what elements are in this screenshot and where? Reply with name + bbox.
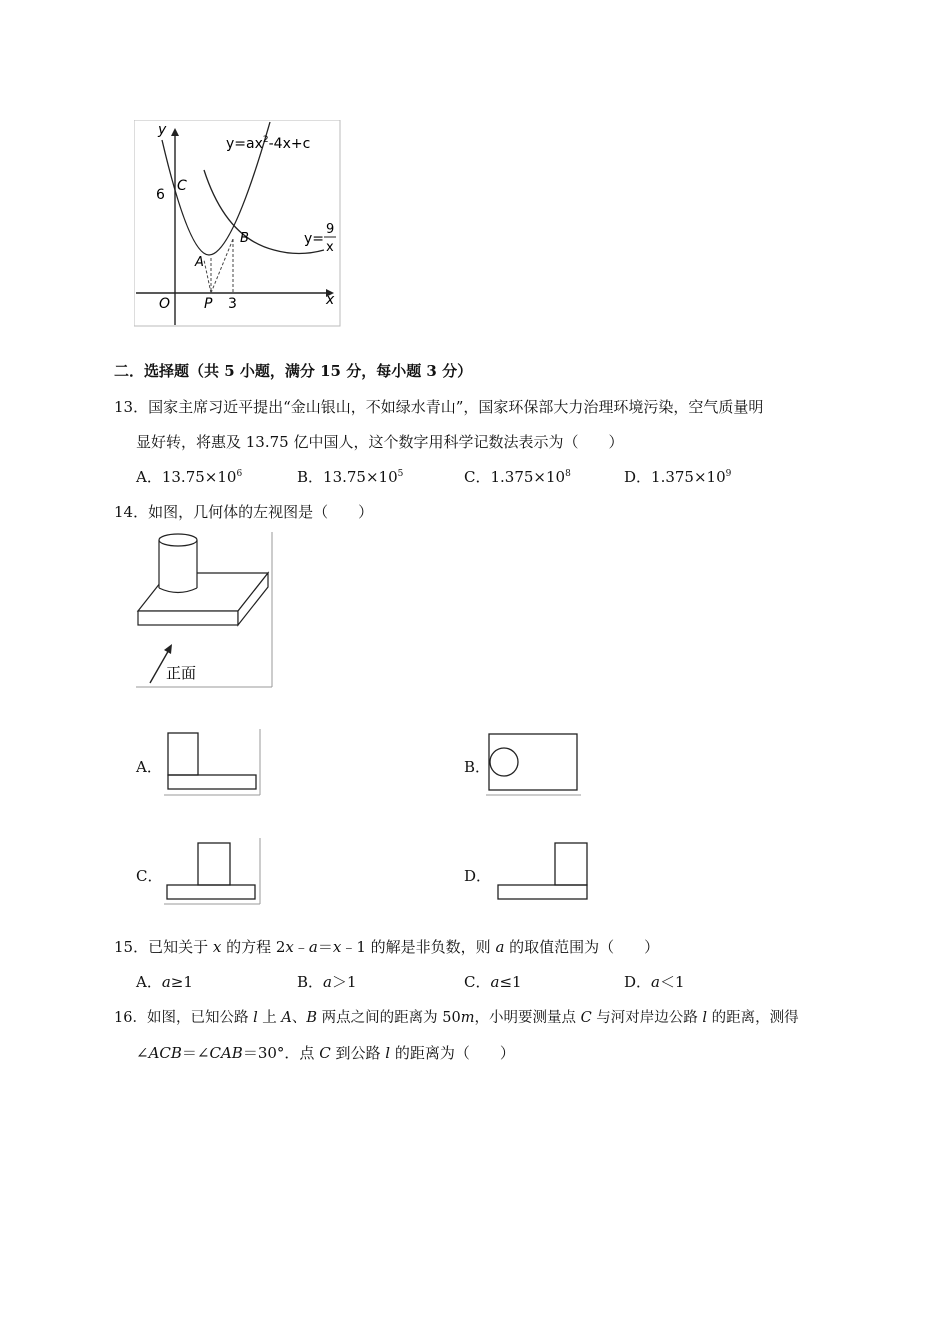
option-b-rect [489,734,577,790]
dashed-pa [204,260,211,293]
q13-option-a-exp: 6 [236,469,243,479]
slab-front-face [138,611,238,625]
q15-mid4: ﹣1 的解是非负数，则 [341,938,496,956]
q15-mid1: 的方程 2 [221,938,286,956]
q13-option-a-letter: A． [136,468,162,486]
x-axis-label: x [326,292,335,308]
q14-option-b-letter[interactable]: B． [464,758,491,776]
q15-var-x2: x [285,938,294,956]
q16-l2-c: ＝30°．点 [242,1044,320,1062]
q16-l2-b: ＝∠ [181,1044,210,1062]
q16-l1-m: m [460,1010,475,1026]
q15-stem [114,936,659,957]
label-c: C [177,178,187,194]
q15-option-b-var: a [323,973,332,991]
q13-option-c-letter: C． [464,468,491,486]
q15-option-c-letter: C． [464,973,491,991]
q14-option-c-svg [162,836,266,906]
q13-line2: 显好转，将惠及 13.75 亿中国人，这个数字用科学记数法表示为（ ） [136,433,624,451]
label-p: P [204,296,213,312]
parabola-label-main: y=ax [226,136,263,152]
parabola-label-rest: -4x+c [268,136,311,152]
q15-option-a-var: a [161,973,171,991]
q14-solid-svg [134,530,276,690]
q15-option-a[interactable] [136,971,193,992]
q15-var-x: x [212,938,222,956]
cylinder-body-fill [159,540,197,592]
q15-mid3: ＝ [317,938,333,956]
q16-line1 [114,1006,799,1027]
label-3: 3 [228,296,237,312]
q14-option-d-figure[interactable] [492,838,592,908]
y-axis-label: y [158,122,167,138]
q13-option-b[interactable] [297,466,403,487]
q14-stem: 14．如图，几何体的左视图是（ ） [114,503,374,521]
q14-option-a-svg [162,727,266,797]
label-a: A [195,255,204,270]
front-label: 正面 [166,664,197,682]
q15-option-c-rel: ≤1 [499,973,522,991]
q13-option-b-exp: 5 [397,469,404,479]
q16-l1-c: 、 [291,1010,307,1026]
option-c-base-rect [167,885,255,899]
q14-solid-figure [134,530,276,690]
hyperbola-denominator: x [326,240,334,255]
q16-l1-d: 两点之间的距离为 50 [317,1010,461,1026]
dashed-pb [211,239,233,293]
q15-option-b-rel: ＞1 [331,973,357,991]
q16-l1-A: A [281,1010,292,1026]
cylinder-top-ellipse [159,534,197,546]
q16-l1-b: 上 [257,1010,282,1026]
q15-var-x3: x [332,938,342,956]
q13-option-d[interactable] [624,466,731,487]
q15-option-b-letter: B． [297,973,324,991]
q14-option-a-figure[interactable] [162,727,266,797]
hyperbola-label-prefix: y= [304,231,325,247]
q14-option-b-figure[interactable] [484,730,584,800]
option-d-tall-rect [555,843,587,885]
q14-option-c-letter[interactable]: C． [136,867,163,885]
q13-option-b-base: 13.75×10 [323,468,398,486]
q16-l1-g: 的距离，测得 [707,1010,799,1026]
q15-option-a-letter: A． [136,973,162,991]
function-graph-svg [134,120,344,330]
q14-option-b-svg [484,730,584,800]
q15-option-b[interactable] [297,971,357,992]
q16-l1-l2: l [702,1010,708,1026]
q13-option-b-letter: B． [297,468,324,486]
option-a-base-rect [168,775,256,789]
q13-option-c[interactable] [464,466,571,487]
q15-post: 的取值范围为（ ） [504,938,660,956]
label-6: 6 [156,187,165,203]
q16-l1-l: l [253,1010,258,1026]
q13-option-d-letter: D． [624,468,652,486]
q14-option-a-letter[interactable]: A． [136,758,162,776]
q15-option-d-letter: D． [624,973,652,991]
q15-mid2: ﹣ [293,938,309,956]
option-c-tall-rect [198,843,230,885]
section-title: 二．选择题（共 5 小题，满分 15 分，每小题 3 分） [114,362,473,380]
q16-l2-a: ∠ [136,1044,149,1062]
q15-var-a: a [308,938,318,956]
q15-var-a2: a [495,938,505,956]
q14-option-d-letter[interactable]: D． [464,867,492,885]
option-a-tall-rect [168,733,198,775]
hyperbola-numerator: 9 [326,222,335,237]
option-d-base-rect [498,885,587,899]
parabola-label [226,135,310,152]
q13-option-a-base: 13.75×10 [161,468,237,486]
q16-l1-B: B [306,1010,318,1026]
q16-l1-C: C [580,1010,592,1026]
q15-option-d-rel: ＜1 [659,973,685,991]
q15-pre: 15．已知关于 [114,938,213,956]
q13-option-c-base: 1.375×10 [490,468,566,486]
q16-l1-a: 16．如图，已知公路 [114,1010,254,1026]
function-graph-figure [134,120,344,330]
q13-line1: 13．国家主席习近平提出“金山银山，不如绿水青山”，国家环保部大力治理环境污染，空气质量明 [114,398,764,416]
q14-option-c-figure[interactable] [162,836,266,906]
q15-option-d[interactable] [624,971,685,992]
q15-option-a-rel: ≥1 [170,973,193,991]
q13-option-d-exp: 9 [725,469,732,479]
option-b-circle [490,748,518,776]
q16-l1-e: ，小明要测量点 [474,1010,581,1026]
q15-option-c-var: a [490,973,500,991]
origin-label: O [159,296,171,312]
q13-option-c-exp: 8 [565,469,571,479]
q16-l1-f: 与河对岸边公路 [591,1010,703,1026]
q16-l2-ACB: ACB [148,1044,182,1062]
q16-l2-e: 的距离为（ ） [390,1044,515,1062]
q14-option-d-svg [492,838,592,908]
q16-l2-l: l [385,1044,391,1062]
q13-option-a[interactable] [136,466,242,487]
q13-option-d-base: 1.375×10 [651,468,726,486]
q16-l2-CAB: CAB [209,1044,243,1062]
parabola-label-sup: 2 [262,135,269,145]
q16-l2-C: C [319,1044,331,1062]
y-axis-arrow [171,128,179,136]
q15-option-c[interactable] [464,971,522,992]
q15-option-d-var: a [651,973,660,991]
q16-l2-d: 到公路 [330,1044,386,1062]
label-b: B [240,231,249,246]
q16-line2 [136,1042,515,1063]
